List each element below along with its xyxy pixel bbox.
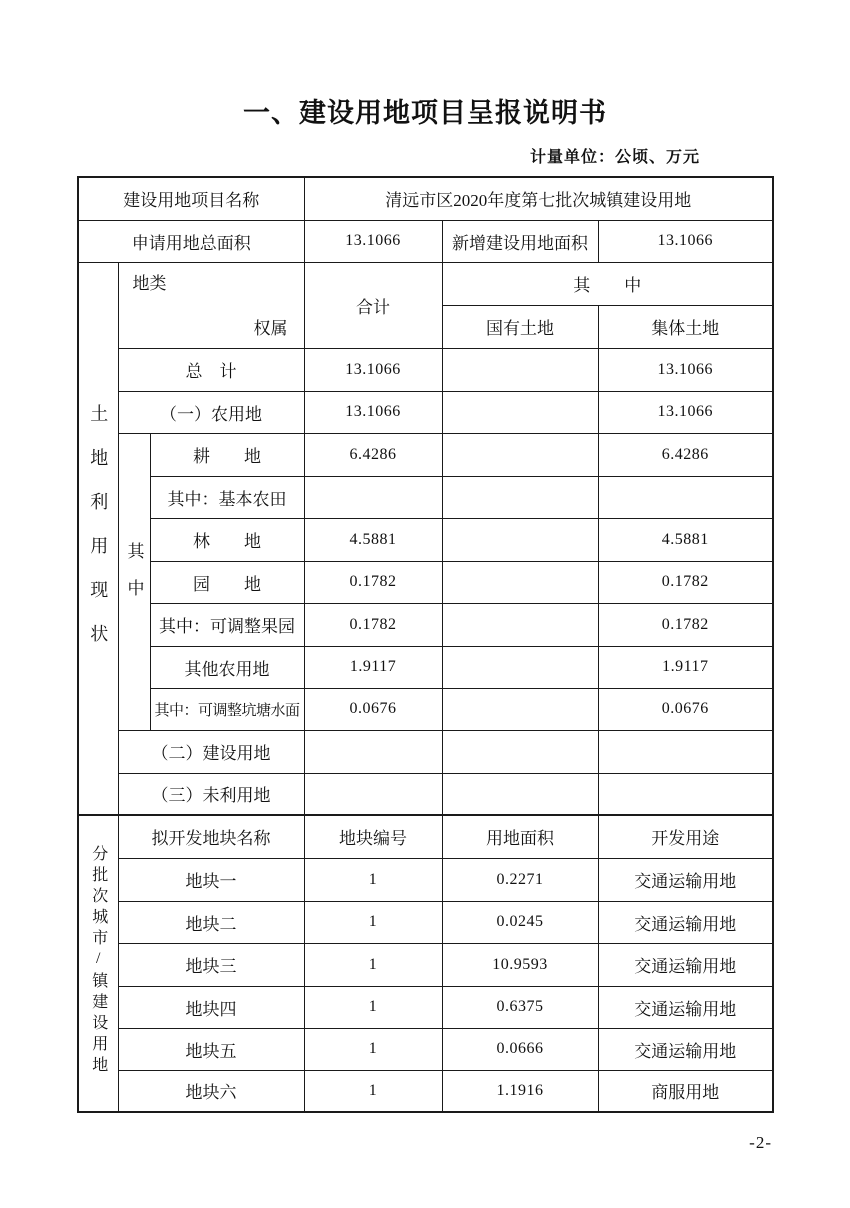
land-row-state xyxy=(442,348,598,391)
table-row xyxy=(78,688,773,730)
land-report-table xyxy=(77,176,774,1113)
parcel-number: 1 xyxy=(304,1070,442,1112)
table-row xyxy=(78,858,773,901)
table-row xyxy=(78,646,773,688)
land-row-label: 其中：可调整果园 xyxy=(150,603,304,646)
land-row-label: 林 地 xyxy=(150,518,304,561)
table-row xyxy=(78,262,773,305)
land-row-state xyxy=(442,476,598,518)
land-row-collective: 4.5881 xyxy=(598,518,773,561)
land-row-total: 6.4286 xyxy=(304,433,442,476)
land-row-label: 其中：可调整坑塘水面 xyxy=(150,688,304,730)
parcel-use: 交通运输用地 xyxy=(598,858,773,901)
land-row-collective xyxy=(598,476,773,518)
parcel-use: 交通运输用地 xyxy=(598,943,773,986)
table-row xyxy=(78,220,773,262)
land-row-total: 0.0676 xyxy=(304,688,442,730)
measurement-unit-note: 计量单位：公顷、万元 xyxy=(529,149,700,166)
parcel-use: 交通运输用地 xyxy=(598,986,773,1028)
table-row xyxy=(78,476,773,518)
land-row-state xyxy=(442,773,598,815)
parcel-header-name: 拟开发地块名称 xyxy=(118,815,304,858)
table-row xyxy=(78,901,773,943)
land-row-label: 耕 地 xyxy=(150,433,304,476)
land-row-total: 13.1066 xyxy=(304,391,442,433)
land-row-total xyxy=(304,476,442,518)
land-row-collective: 0.1782 xyxy=(598,561,773,603)
table-row xyxy=(78,986,773,1028)
land-row-total xyxy=(304,773,442,815)
land-row-total: 0.1782 xyxy=(304,561,442,603)
new-area-label: 新增建设用地面积 xyxy=(442,220,598,262)
land-row-collective xyxy=(598,730,773,773)
table-row xyxy=(78,348,773,391)
new-area-value: 13.1066 xyxy=(598,220,773,262)
land-row-label: （一）农用地 xyxy=(118,391,304,433)
land-row-label: 其他农用地 xyxy=(150,646,304,688)
land-row-total: 1.9117 xyxy=(304,646,442,688)
land-use-section-label: 土地利用现状 xyxy=(88,403,109,668)
parcel-number: 1 xyxy=(304,1028,442,1070)
project-name-label: 建设用地项目名称 xyxy=(78,177,304,220)
table-row xyxy=(78,943,773,986)
land-row-total: 4.5881 xyxy=(304,518,442,561)
page-title: 一、建设用地项目呈报说明书 xyxy=(243,98,607,128)
parcel-area: 0.2271 xyxy=(442,858,598,901)
land-row-state xyxy=(442,433,598,476)
land-row-state xyxy=(442,518,598,561)
diagonal-landtype-label: 地类 xyxy=(132,274,167,293)
land-row-collective: 6.4286 xyxy=(598,433,773,476)
table-row xyxy=(78,391,773,433)
table-row xyxy=(78,433,773,476)
parcel-use: 商服用地 xyxy=(598,1070,773,1112)
table-row xyxy=(78,177,773,220)
column-header-collective-land: 集体土地 xyxy=(598,305,773,348)
land-row-state xyxy=(442,603,598,646)
column-header-total: 合计 xyxy=(304,262,442,348)
parcel-area: 10.9593 xyxy=(442,943,598,986)
table-row xyxy=(78,730,773,773)
column-header-state-land: 国有土地 xyxy=(442,305,598,348)
land-row-collective: 13.1066 xyxy=(598,391,773,433)
land-row-label: （三）未利用地 xyxy=(118,773,304,815)
land-row-label: 总 计 xyxy=(118,348,304,391)
among-subsection-cell xyxy=(118,433,150,730)
table-row xyxy=(78,561,773,603)
diagonal-ownership-label: 权属 xyxy=(253,319,288,338)
parcels-section-label: 分批次城市/镇建设用地 xyxy=(89,845,107,1077)
page-number: -2- xyxy=(749,1133,772,1152)
land-row-total xyxy=(304,730,442,773)
land-row-state xyxy=(442,730,598,773)
land-row-total: 0.1782 xyxy=(304,603,442,646)
land-row-state xyxy=(442,561,598,603)
table-row xyxy=(78,1028,773,1070)
column-header-among: 其 中 xyxy=(442,262,773,305)
parcel-name: 地块五 xyxy=(118,1028,304,1070)
table-row xyxy=(78,1070,773,1112)
land-row-collective: 1.9117 xyxy=(598,646,773,688)
land-row-collective: 13.1066 xyxy=(598,348,773,391)
land-row-collective: 0.1782 xyxy=(598,603,773,646)
land-row-state xyxy=(442,646,598,688)
project-name-value: 清远市区2020年度第七批次城镇建设用地 xyxy=(304,177,773,220)
parcels-section-cell xyxy=(78,815,118,1112)
table-row xyxy=(78,603,773,646)
total-area-value: 13.1066 xyxy=(304,220,442,262)
parcel-number: 1 xyxy=(304,943,442,986)
land-row-label: 其中：基本农田 xyxy=(150,476,304,518)
parcel-name: 地块六 xyxy=(118,1070,304,1112)
diagonal-header-cell xyxy=(118,262,304,348)
land-row-collective: 0.0676 xyxy=(598,688,773,730)
parcel-area: 0.0245 xyxy=(442,901,598,943)
land-row-label: 园 地 xyxy=(150,561,304,603)
table-row xyxy=(78,773,773,815)
parcel-name: 地块一 xyxy=(118,858,304,901)
land-row-label: （二）建设用地 xyxy=(118,730,304,773)
table-row xyxy=(78,518,773,561)
parcel-name: 地块二 xyxy=(118,901,304,943)
parcel-area: 0.0666 xyxy=(442,1028,598,1070)
parcel-header-area: 用地面积 xyxy=(442,815,598,858)
parcel-number: 1 xyxy=(304,986,442,1028)
parcel-header-number: 地块编号 xyxy=(304,815,442,858)
parcel-use: 交通运输用地 xyxy=(598,901,773,943)
parcel-use: 交通运输用地 xyxy=(598,1028,773,1070)
land-use-section-cell xyxy=(78,262,118,815)
table-row xyxy=(78,815,773,858)
among-subsection-label: 其中 xyxy=(124,542,144,616)
parcel-number: 1 xyxy=(304,901,442,943)
land-row-collective xyxy=(598,773,773,815)
parcel-header-use: 开发用途 xyxy=(598,815,773,858)
land-row-total: 13.1066 xyxy=(304,348,442,391)
total-area-label: 申请用地总面积 xyxy=(78,220,304,262)
parcel-area: 1.1916 xyxy=(442,1070,598,1112)
land-row-state xyxy=(442,391,598,433)
parcel-name: 地块三 xyxy=(118,943,304,986)
land-row-state xyxy=(442,688,598,730)
parcel-name: 地块四 xyxy=(118,986,304,1028)
parcel-area: 0.6375 xyxy=(442,986,598,1028)
parcel-number: 1 xyxy=(304,858,442,901)
